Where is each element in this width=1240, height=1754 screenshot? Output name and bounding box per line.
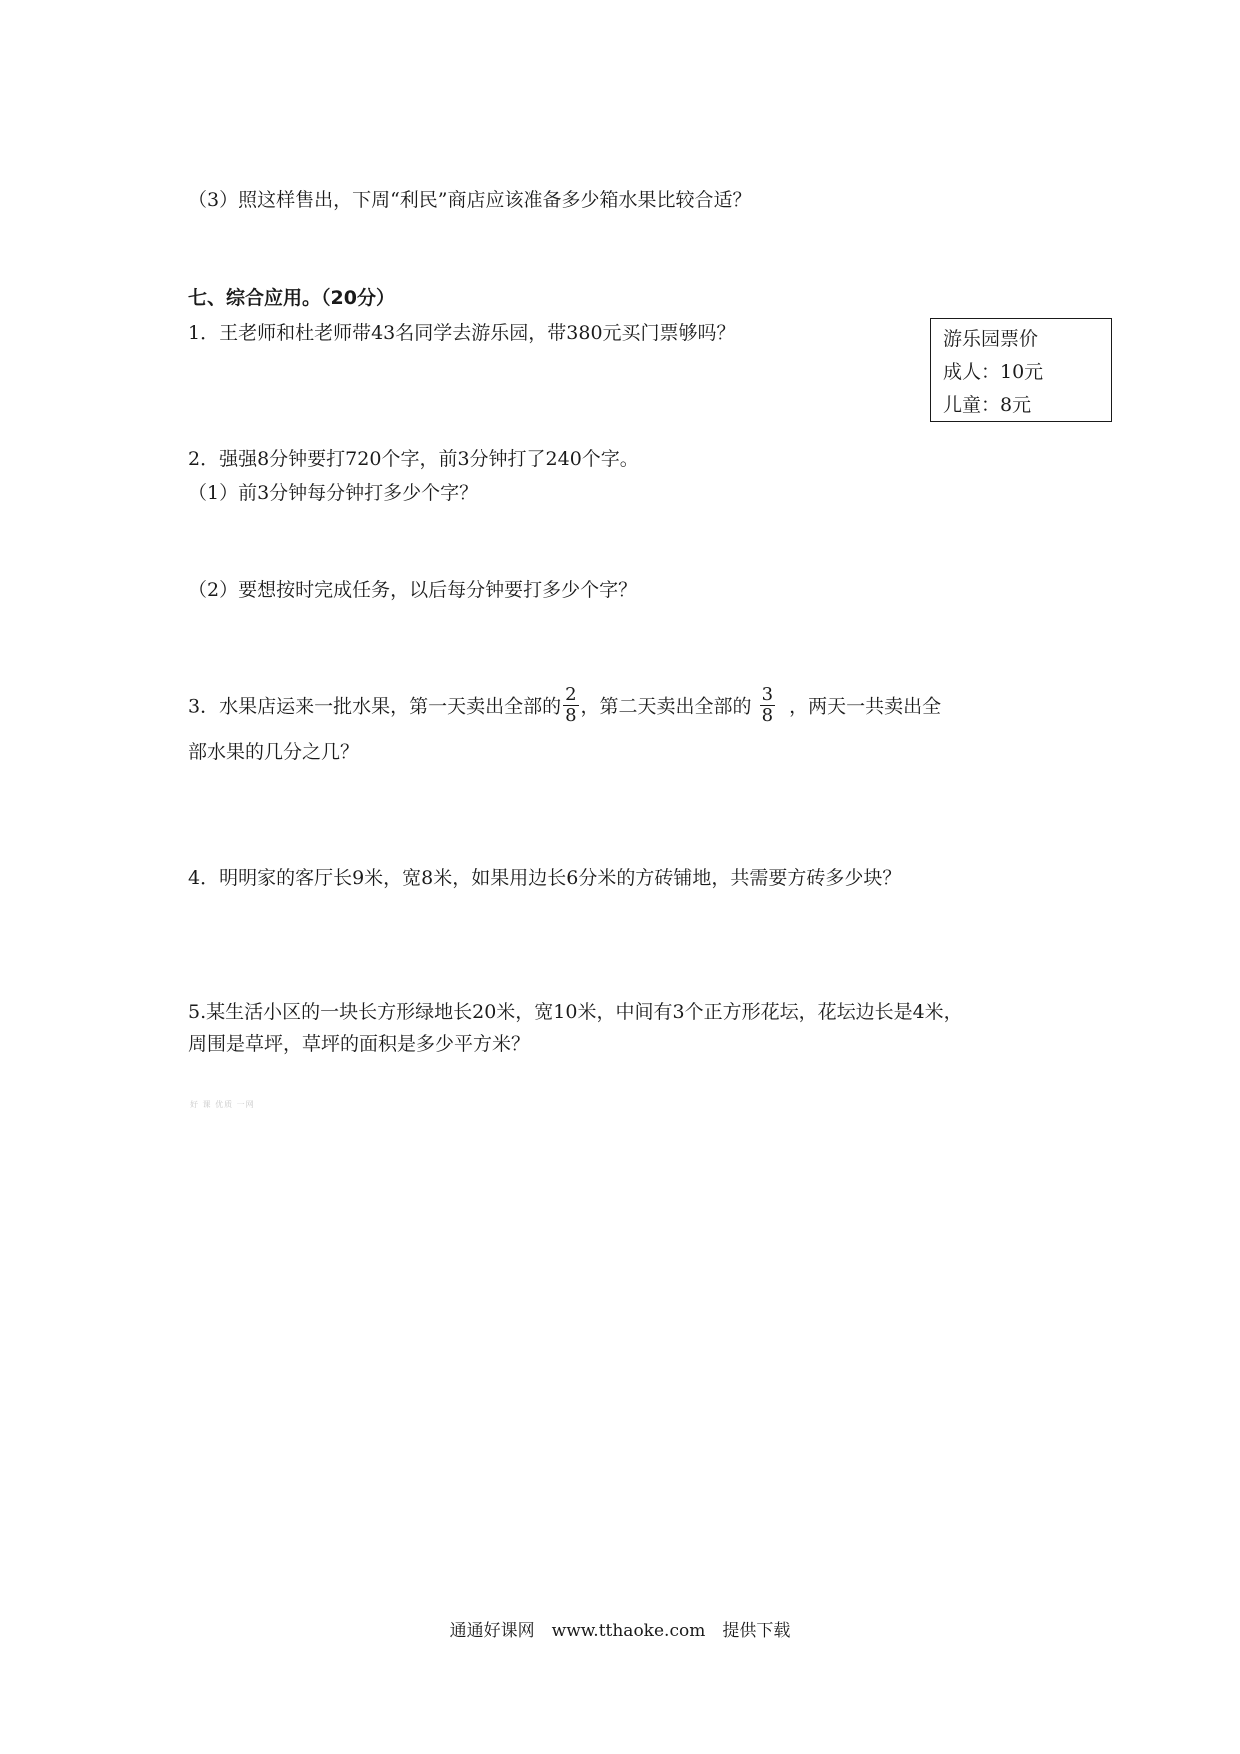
fraction-three-eighths <box>760 685 775 726</box>
question-3-text-c: ，两天一共卖出全 <box>789 695 942 718</box>
question-5-line-1: 5.某生活小区的一块长方形绿地长20米，宽10米，中间有3个正方形花坛，花坛边长是4米， <box>188 1001 963 1023</box>
question-3-line-2: 部水果的几分之几？ <box>188 741 360 763</box>
question-5-line-2: 周围是草坪，草坪的面积是多少平方米？ <box>188 1033 531 1055</box>
section-7-heading: 七、综合应用。（20分） <box>188 287 395 309</box>
fraction-2-denominator: 8 <box>761 705 774 726</box>
fraction-1-denominator: 8 <box>565 705 577 726</box>
question-2-2: （2）要想按时完成任务，以后每分钟要打多少个字？ <box>188 579 638 601</box>
question-2: 2．强强8分钟要打720个字，前3分钟打了240个字。 <box>188 448 639 470</box>
fraction-two-eighths <box>563 685 578 726</box>
fraction-2-numerator: 3 <box>761 684 774 705</box>
question-3-line-1 <box>188 684 942 728</box>
ticket-price-box <box>930 318 1112 422</box>
question-6-3: （3）照这样售出，下周“利民”商店应该准备多少箱水果比较合适？ <box>188 189 752 211</box>
faint-watermark: 好 课 优质 一网 <box>190 1100 255 1109</box>
fraction-1-numerator: 2 <box>565 684 577 705</box>
price-child: 儿童：8元 <box>943 394 1032 416</box>
question-1: 1．王老师和杜老师带43名同学去游乐园，带380元买门票够吗？ <box>188 322 736 344</box>
price-adult: 成人：10元 <box>943 361 1044 383</box>
price-box-title: 游乐园票价 <box>943 328 1039 350</box>
footer-source: 通通好课网 www.tthaoke.com 提供下载 <box>449 1621 791 1641</box>
question-2-1: （1）前3分钟每分钟打多少个字？ <box>188 482 479 504</box>
question-4: 4．明明家的客厅长9米，宽8米，如果用边长6分米的方砖铺地，共需要方砖多少块？ <box>188 867 902 889</box>
question-3-text-a: 3．水果店运来一批水果，第一天卖出全部的 <box>188 695 562 718</box>
question-3-text-b: ，第二天卖出全部的 <box>580 695 752 718</box>
